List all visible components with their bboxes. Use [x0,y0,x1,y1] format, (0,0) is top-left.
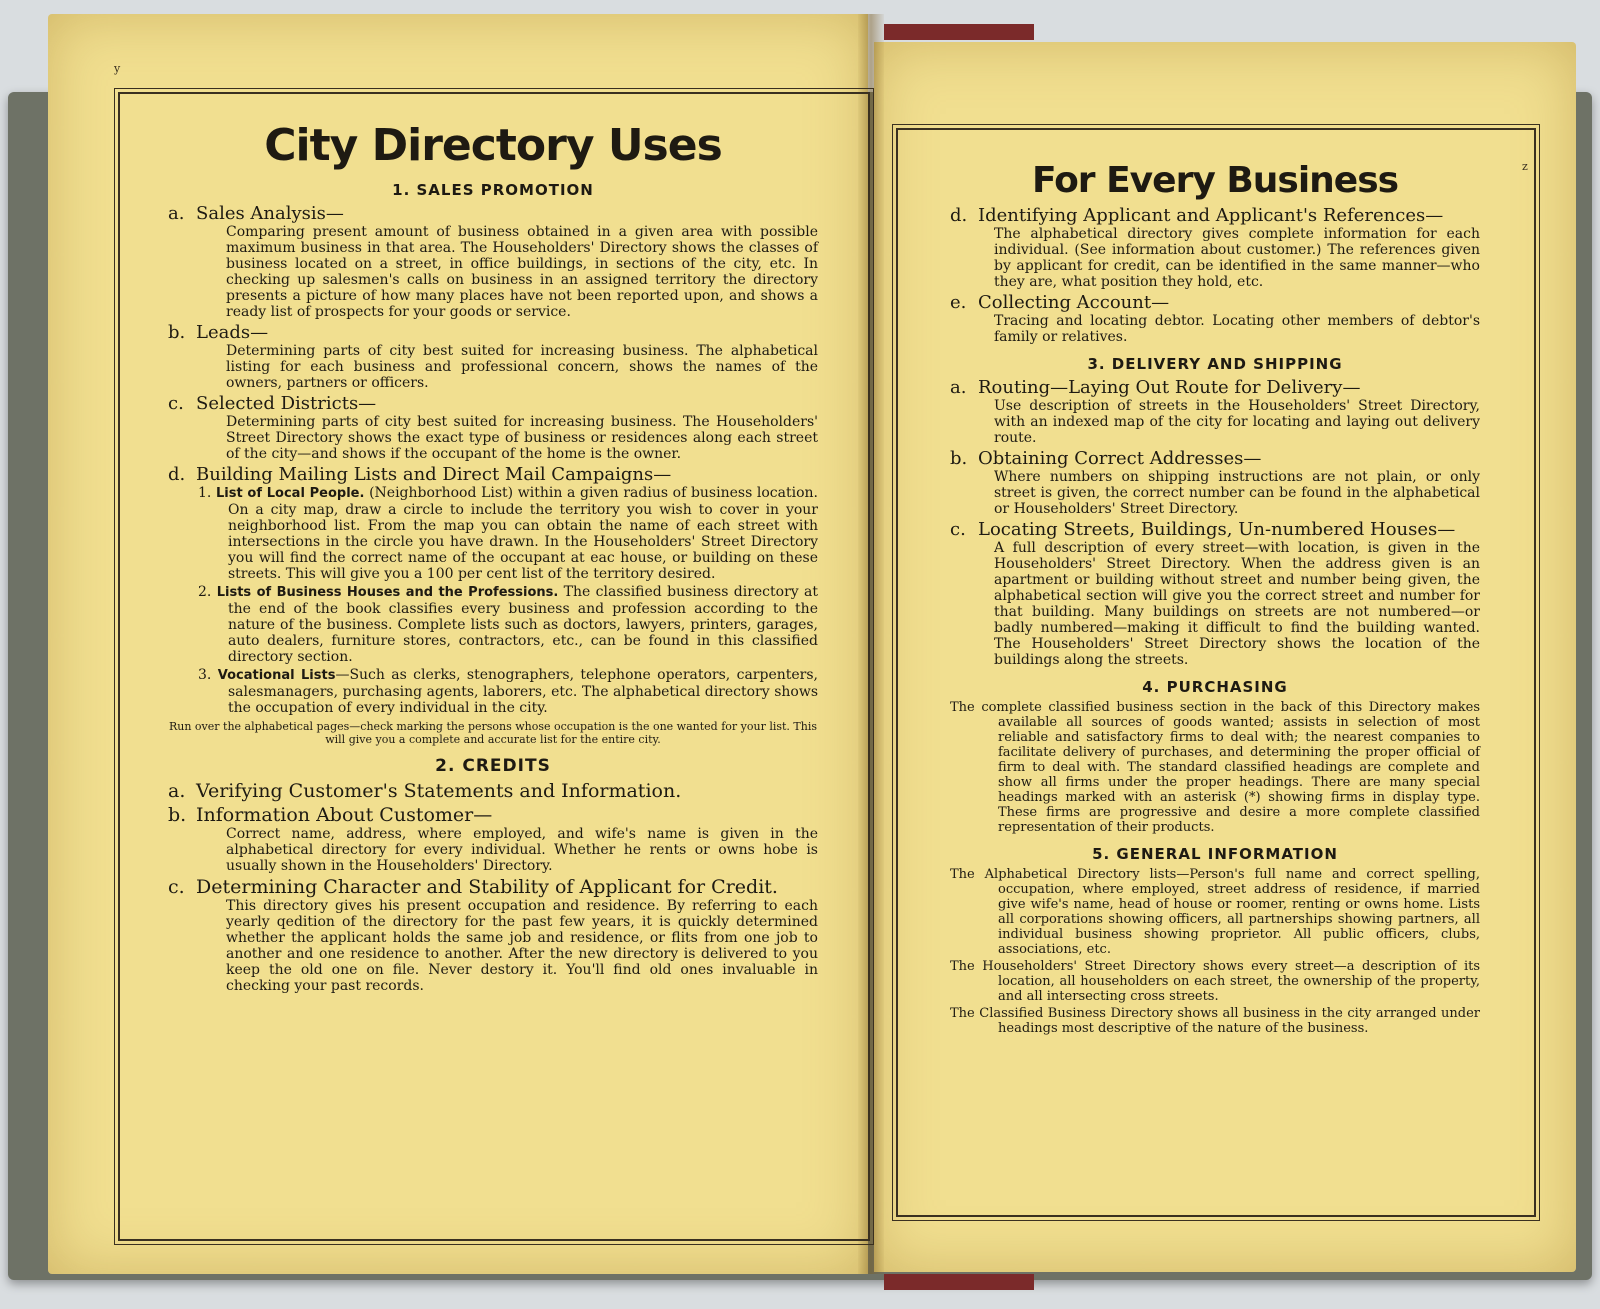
item-body: Comparing present amount of business obtained in a given area with possible maximum business in that area. The Householders' Directory shows the classes of business located on a street, in office buildings, in sections of the city, etc. In checking up salesmen's calls on business in an assigned territory the directory presents a picture of how many places have not been reported upon, and shows a ready list of prospects for your goods or service. [226,224,818,320]
item-mailing-lists [168,464,818,485]
item-heading: Selected Districts— [196,393,377,414]
item-information-about-customer [168,804,818,826]
item-leads [168,322,818,343]
item-heading: Sales Analysis— [196,203,344,224]
subitem-number: 3. [198,667,212,683]
item-body: Determining parts of city best suited for increasing business. The Householders' Street Directory shows the exact type of business or residences along each street of the city—and shows if the occupant of the home is the owner. [226,414,818,462]
right-page-content [950,160,1480,1038]
item-heading: Building Mailing Lists and Direct Mail Campaigns— [196,464,672,485]
subitem-text: —Such as clerks, stenographers, telephone operators, carpenters, salesmanagers, purchasing agents, laborers, etc. The alphabetical directory shows the occupation of every individual in the city. [228,667,818,716]
item-label: d. [168,464,186,485]
item-body: Determining parts of city best suited for increasing business. The alphabetical listing for each business and professional concern, shows the names of the owners, partners or officers. [226,343,818,391]
item-label: d. [950,205,968,226]
item-label: c. [168,876,185,898]
item-verifying-statements [168,780,818,802]
item-label: a. [950,377,967,398]
item-body: Where numbers on shipping instructions are not plain, or only street is given, the correct number can be found in the alphabetical or Householders' Street Directory. [994,469,1480,517]
item-sales-analysis [168,203,818,224]
item-identifying-applicant [950,205,1480,226]
item-label: b. [168,322,186,343]
headband-top [884,24,1034,40]
subitem-bold-label: List of Local People. [216,486,365,501]
item-body: Correct name, address, where employed, and wife's name is given in the alphabetical directory for every individual. Whether he rents or owns hobe is usually shown in the Householders' Directory. [226,826,818,874]
left-signature-mark: y [114,62,121,75]
item-heading: Collecting Account— [978,292,1170,313]
item-label: b. [168,804,187,826]
subitem-local-people [198,485,818,582]
item-body: The alphabetical directory gives complete information for each individual. (See information about customer.) The references given by applicant for credit, can be identified in the same manner—who they are, what position they hold, etc. [994,226,1480,290]
item-heading: Obtaining Correct Addresses— [978,448,1262,469]
section-heading-general-information: 5. GENERAL INFORMATION [1092,845,1338,863]
item-selected-districts [168,393,818,414]
section-heading-delivery-shipping: 3. DELIVERY AND SHIPPING [1087,355,1343,373]
item-label: c. [950,519,966,540]
subitem-bold-label: Lists of Business Houses and the Professions. [216,585,559,600]
section-heading-credits: 2. CREDITS [435,756,551,776]
subitem-text: The classified business directory at the end of the book classifies every business and profession according to the nature of the business. Complete lists such as doctors, lawyers, printers, garages, auto dealers, furniture stores, contractors, etc., can be found in this classified directory section. [228,584,819,665]
footnote-alphabetical-pages: Run over the alphabetical pages—check marking the persons whose occupation is the one wanted for your list. This will give you a complete and accurate list for the entire city. [168,720,818,746]
general-info-paragraph-alphabetical: The Alphabetical Directory lists—Person's full name and correct spelling, occupation, where employed, street address of residence, if married give wife's name, head of house or roomer, renting or owns home. Lists all corporations showing officers, all partnerships showing partners, all individual business showing proprietor. All public officers, clubs, associations, etc. [950,867,1480,957]
purchasing-paragraph: The complete classified business section in the back of this Directory makes available all sources of goods wanted; assists in selection of most reliable and satisfactory firms to deal with; the nearest companies to facilitate delivery of purchases, and determining the proper official of firm to deal with. The standard classified headings are complete and show all firms under the proper headings. There are many special headings marked with an asterisk (*) showing firms in display type. These firms are progressive and desire a more complete classified representation of their products. [950,700,1480,835]
page-title-right: For Every Business [1031,160,1399,201]
item-heading: Routing—Laying Out Route for Delivery— [978,377,1361,398]
item-correct-addresses [950,448,1480,469]
item-body: Use description of streets in the Householders' Street Directory, with an indexed map of the city for locating and laying out delivery route. [994,398,1480,446]
left-page-content [168,120,818,996]
item-body: This directory gives his present occupation and residence. By referring to each yearly qedition of the directory for the past few years, it is quickly determined whether the applicant holds the same job and residence, or flits from one job to another and one residence to another. After the new directory is delivered to you keep the old one on file. Never destory it. You'll find old ones invaluable in checking your past records. [226,898,818,994]
item-label: a. [168,203,185,224]
item-label: a. [168,780,186,802]
item-heading: Determining Character and Stability of Applicant for Credit. [196,876,778,898]
section-heading-sales-promotion: 1. SALES PROMOTION [392,181,594,199]
item-heading: Verifying Customer's Statements and Information. [196,780,682,802]
headband-bottom [884,1274,1034,1290]
item-body: Tracing and locating debtor. Locating other members of debtor's family or relatives. [994,313,1480,345]
general-info-paragraph-classified: The Classified Business Directory shows all business in the city arranged under headings most descriptive of the nature of the business. [950,1006,1480,1036]
subitem-business-houses [198,584,818,665]
item-label: c. [168,393,184,414]
subitem-bold-label: Vocational Lists [217,668,336,683]
item-body: A full description of every street—with location, is given in the Householders' Street Directory. When the address given is an apartment or building without street and number being given, the alphabetical section will give you the correct street and number for that building. Many buildings on streets are not numbered—or badly numbered—making it difficult to find the building wanted. The Householders' Street Directory shows the location of the buildings along the streets. [994,540,1480,668]
item-heading: Identifying Applicant and Applicant's References— [978,205,1444,226]
item-label: b. [950,448,968,469]
item-heading: Leads— [196,322,269,343]
item-label: e. [950,292,967,313]
right-signature-mark: z [1522,160,1528,173]
item-locating-streets [950,519,1480,540]
item-routing [950,377,1480,398]
subitem-vocational-lists [198,667,818,716]
subitem-number: 2. [198,584,212,600]
item-character-stability [168,876,818,898]
general-info-paragraph-street: The Householders' Street Directory shows every street—a description of its location, all householders on each street, the ownership of the property, and all intersecting cross streets. [950,959,1480,1004]
subitem-number: 1. [198,485,212,501]
item-heading: Locating Streets, Buildings, Un-numbered Houses— [978,519,1456,540]
section-heading-purchasing: 4. PURCHASING [1142,678,1288,696]
item-collecting-account [950,292,1480,313]
page-title-left: City Directory Uses [264,120,722,171]
subitem-text: (Neighborhood List) within a given radius of business location. On a city map, draw a circle to include the territory you wish to cover in your neighborhood list. From the map you can obtain the name of each street with intersections in the circle you have drawn. In the Householders' Street Directory you will find the correct name of the occupant at eac house, or building on these streets. This will give you a 100 per cent list of the territory desired. [228,485,818,582]
item-heading: Information About Customer— [196,804,493,826]
